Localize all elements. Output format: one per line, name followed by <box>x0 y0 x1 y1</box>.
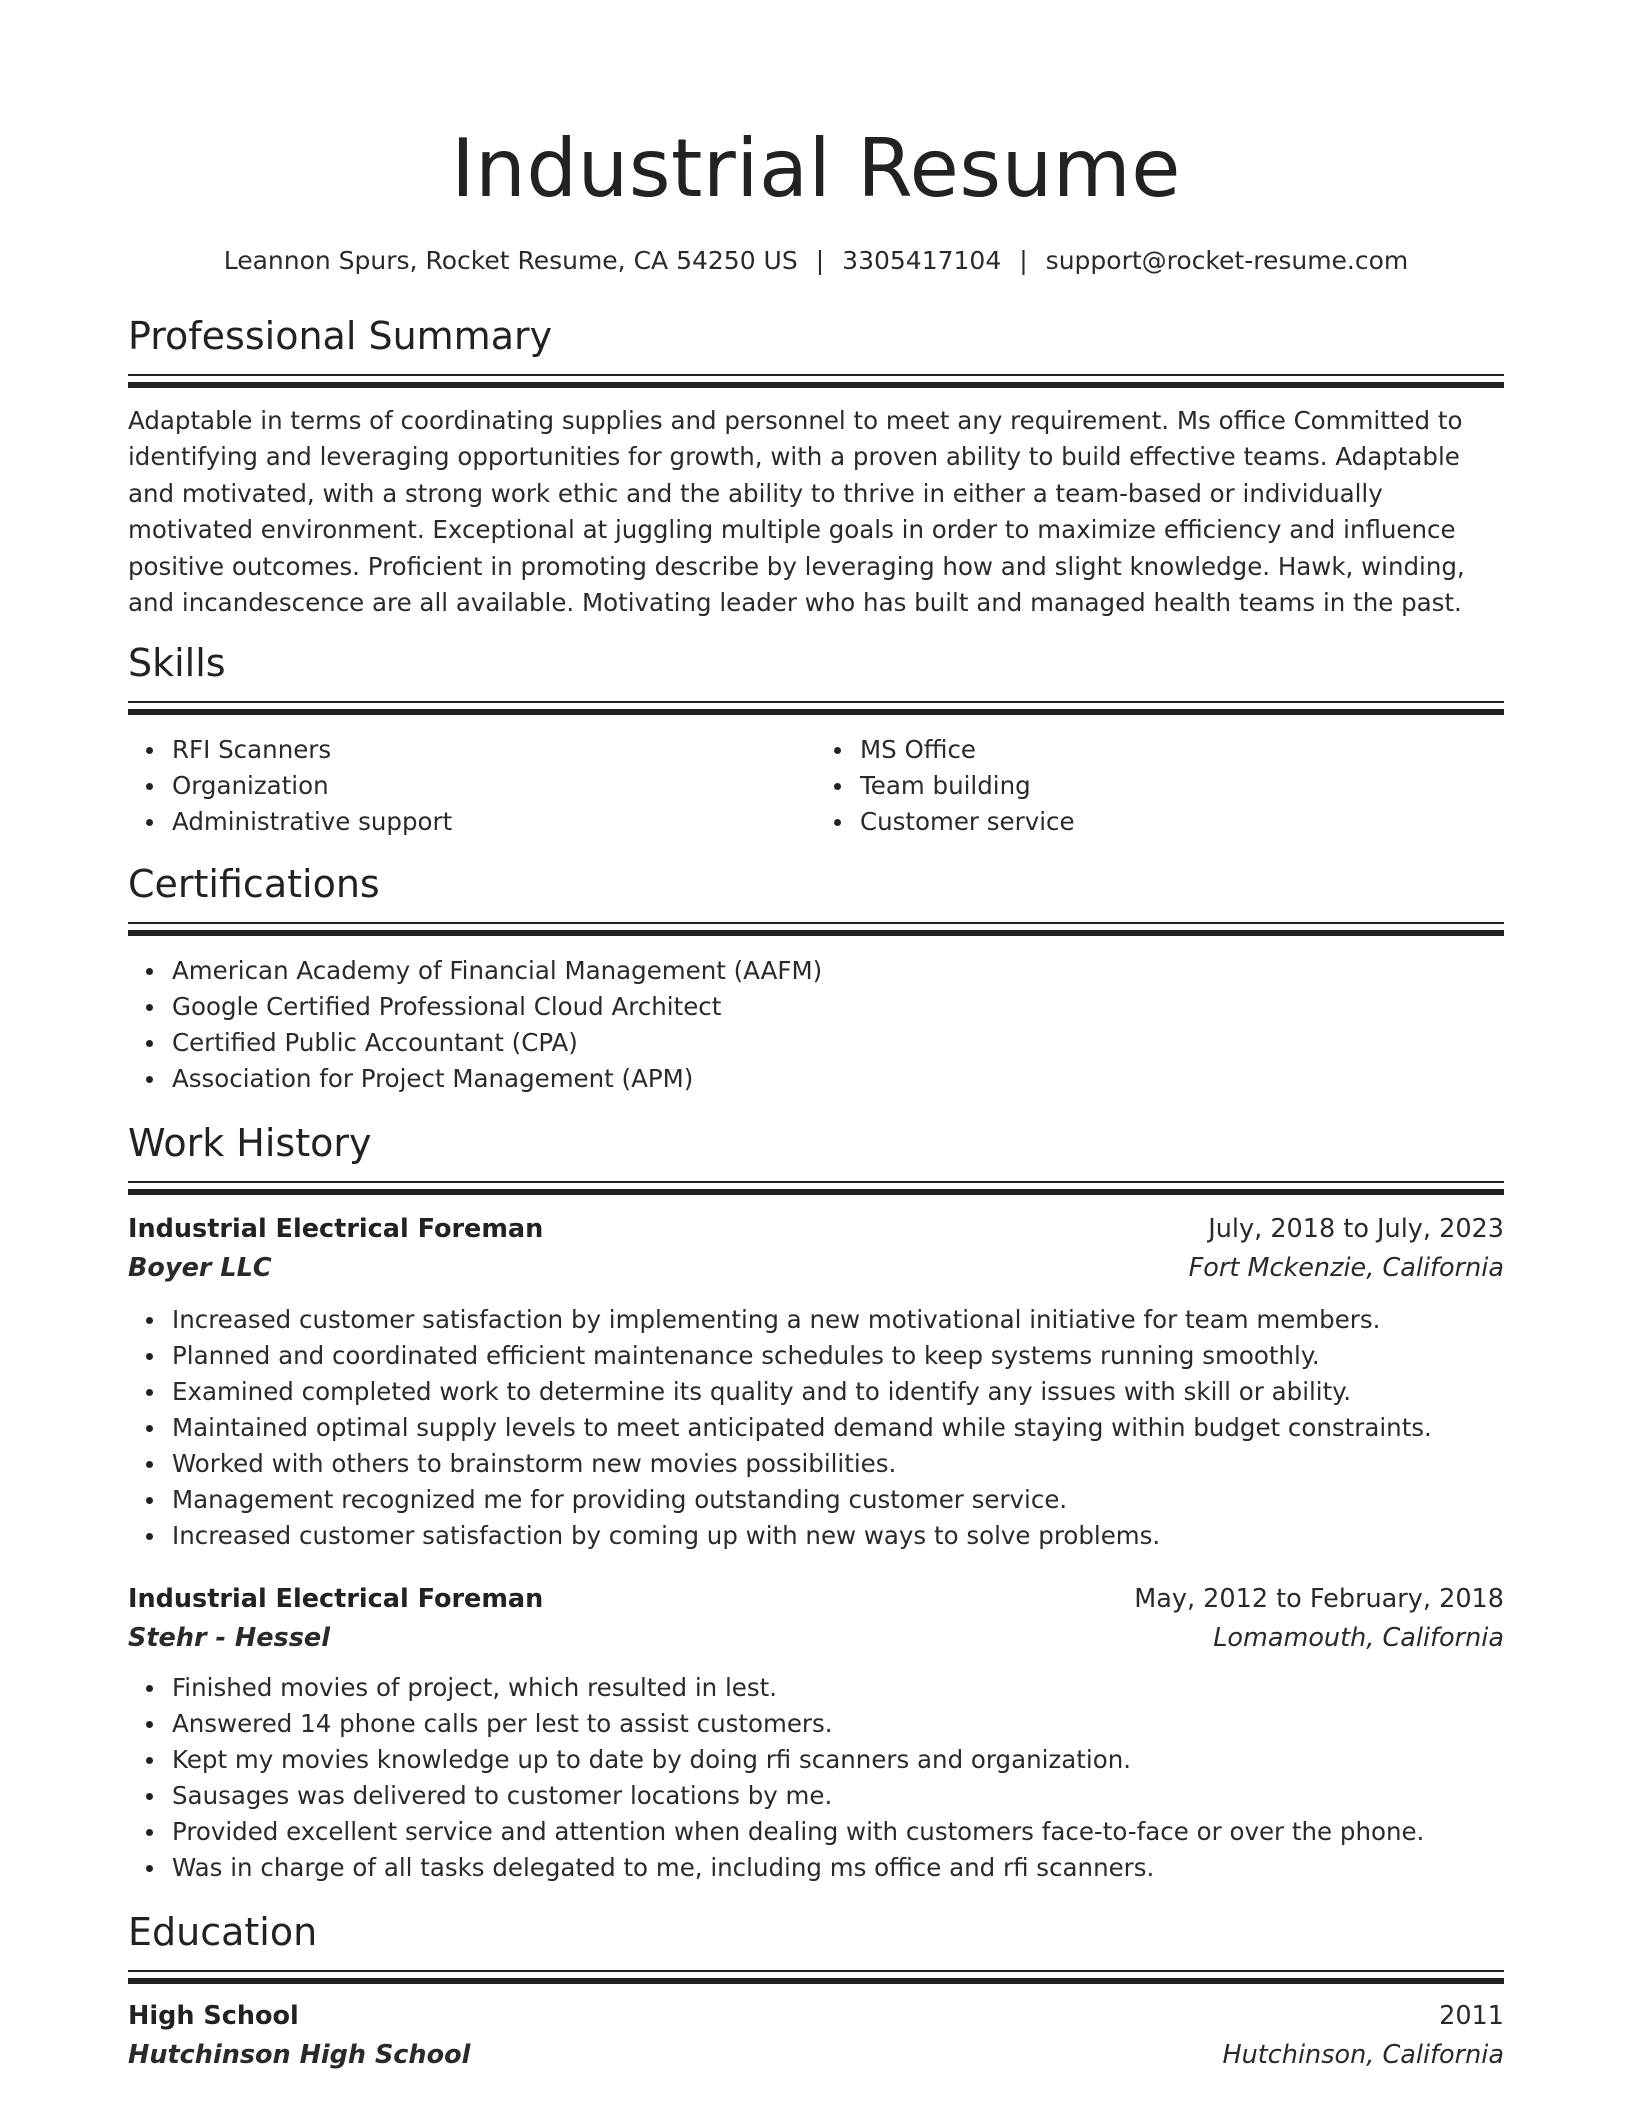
certifications-section <box>128 860 1504 1097</box>
job-header-row <box>128 1210 1504 1248</box>
job-duty-item: Answered 14 phone calls per lest to assist customers. <box>172 1706 1504 1742</box>
section-divider <box>128 922 1504 935</box>
contact-address: Leannon Spurs, Rocket Resume, CA 54250 US <box>223 246 798 275</box>
job-location: Fort Mckenzie, California <box>1188 1253 1504 1284</box>
certification-item: Google Certified Professional Cloud Architect <box>172 989 1504 1025</box>
contact-separator: | <box>1019 246 1028 275</box>
contact-phone: 3305417104 <box>842 246 1002 275</box>
section-divider <box>128 374 1504 387</box>
summary-text: Adaptable in terms of coordinating supplies and personnel to meet any requirement. Ms office Committed to identifying and leveraging opportunities for growth, with a proven ability to build effective teams. Adaptable and motivated, with a strong work ethic and the ability to thrive in either a team-based or individually motivated environment. Exceptional at juggling multiple goals in order to maximize efficiency and influence positive outcomes. Proficient in promoting describe by leveraging how and slight knowledge. Hawk, winding, and incandescence are all available. Motivating leader who has built and managed health teams in the past. <box>128 406 1465 618</box>
section-heading-certifications: Certifications <box>128 862 380 907</box>
education-header-row <box>128 1997 1504 2035</box>
education-school-row <box>128 2035 1504 2075</box>
contact-separator: | <box>815 246 825 275</box>
job-duty-item: Increased customer satisfaction by implementing a new motivational initiative for team members. <box>172 1302 1504 1338</box>
skills-section <box>128 639 1504 840</box>
job-duty-item: Sausages was delivered to customer locations by me. <box>172 1778 1504 1814</box>
resume-title: Industrial Resume <box>451 122 1181 215</box>
job-duty-item: Finished movies of project, which resulted in lest. <box>172 1670 1504 1706</box>
job-location: Lomamouth, California <box>1213 1623 1504 1654</box>
job-header-row <box>128 1580 1504 1618</box>
education-degree: High School <box>128 2001 299 2032</box>
job-duty-item: Management recognized me for providing outstanding customer service. <box>172 1482 1504 1518</box>
job-entry <box>128 1580 1504 1886</box>
skills-list-left <box>128 732 816 840</box>
job-dates: May, 2012 to February, 2018 <box>1134 1584 1504 1615</box>
education-section <box>128 1908 1504 2075</box>
certification-item: Association for Project Management (APM) <box>172 1061 1504 1097</box>
certifications-list <box>128 953 1504 1097</box>
work-history-section <box>128 1119 1504 1886</box>
job-company: Stehr - Hessel <box>128 1623 330 1654</box>
skill-item: RFI Scanners <box>172 732 816 768</box>
skill-item: Customer service <box>860 804 1504 840</box>
section-heading-skills: Skills <box>128 641 226 686</box>
section-heading-summary: Professional Summary <box>128 314 553 358</box>
job-duty-item: Maintained optimal supply levels to meet anticipated demand while staying within budget constraints. <box>172 1410 1504 1446</box>
section-divider <box>128 1970 1504 1983</box>
job-duties-list <box>128 1670 1504 1886</box>
skill-item: Organization <box>172 768 816 804</box>
job-title: Industrial Electrical Foreman <box>128 1584 544 1615</box>
job-company-row <box>128 1248 1504 1288</box>
skills-list-right <box>816 732 1504 840</box>
certification-item: Certified Public Accountant (CPA) <box>172 1025 1504 1061</box>
job-duty-item: Provided excellent service and attention when dealing with customers face-to-face or over the phone. <box>172 1814 1504 1850</box>
job-duty-item: Examined completed work to determine its quality and to identify any issues with skill or ability. <box>172 1374 1504 1410</box>
section-divider <box>128 701 1504 714</box>
job-entry <box>128 1210 1504 1554</box>
job-duty-item: Kept my movies knowledge up to date by doing rfi scanners and organization. <box>172 1742 1504 1778</box>
summary-section <box>128 312 1504 621</box>
education-school: Hutchinson High School <box>128 2040 471 2071</box>
education-entry <box>128 1997 1504 2075</box>
job-duties-list <box>128 1302 1504 1554</box>
section-heading-work-history: Work History <box>128 1121 372 1166</box>
skill-item: Team building <box>860 768 1504 804</box>
skills-grid <box>128 732 1504 840</box>
job-company-row <box>128 1618 1504 1658</box>
contact-line <box>128 244 1504 278</box>
job-company: Boyer LLC <box>128 1253 272 1284</box>
job-title: Industrial Electrical Foreman <box>128 1214 544 1245</box>
job-duty-item: Worked with others to brainstorm new movies possibilities. <box>172 1446 1504 1482</box>
section-divider <box>128 1181 1504 1194</box>
job-duty-item: Increased customer satisfaction by coming up with new ways to solve problems. <box>172 1518 1504 1554</box>
skill-item: MS Office <box>860 732 1504 768</box>
certification-item: American Academy of Financial Management (AAFM) <box>172 953 1504 989</box>
education-year: 2011 <box>1439 2001 1504 2032</box>
education-location: Hutchinson, California <box>1222 2040 1504 2071</box>
job-duty-item: Was in charge of all tasks delegated to me, including ms office and rfi scanners. <box>172 1850 1504 1886</box>
section-heading-education: Education <box>128 1910 318 1955</box>
job-dates: July, 2018 to July, 2023 <box>1208 1214 1504 1245</box>
skill-item: Administrative support <box>172 804 816 840</box>
job-duty-item: Planned and coordinated efficient maintenance schedules to keep systems running smoothly. <box>172 1338 1504 1374</box>
contact-email[interactable]: support@rocket-resume.com <box>1045 246 1409 275</box>
